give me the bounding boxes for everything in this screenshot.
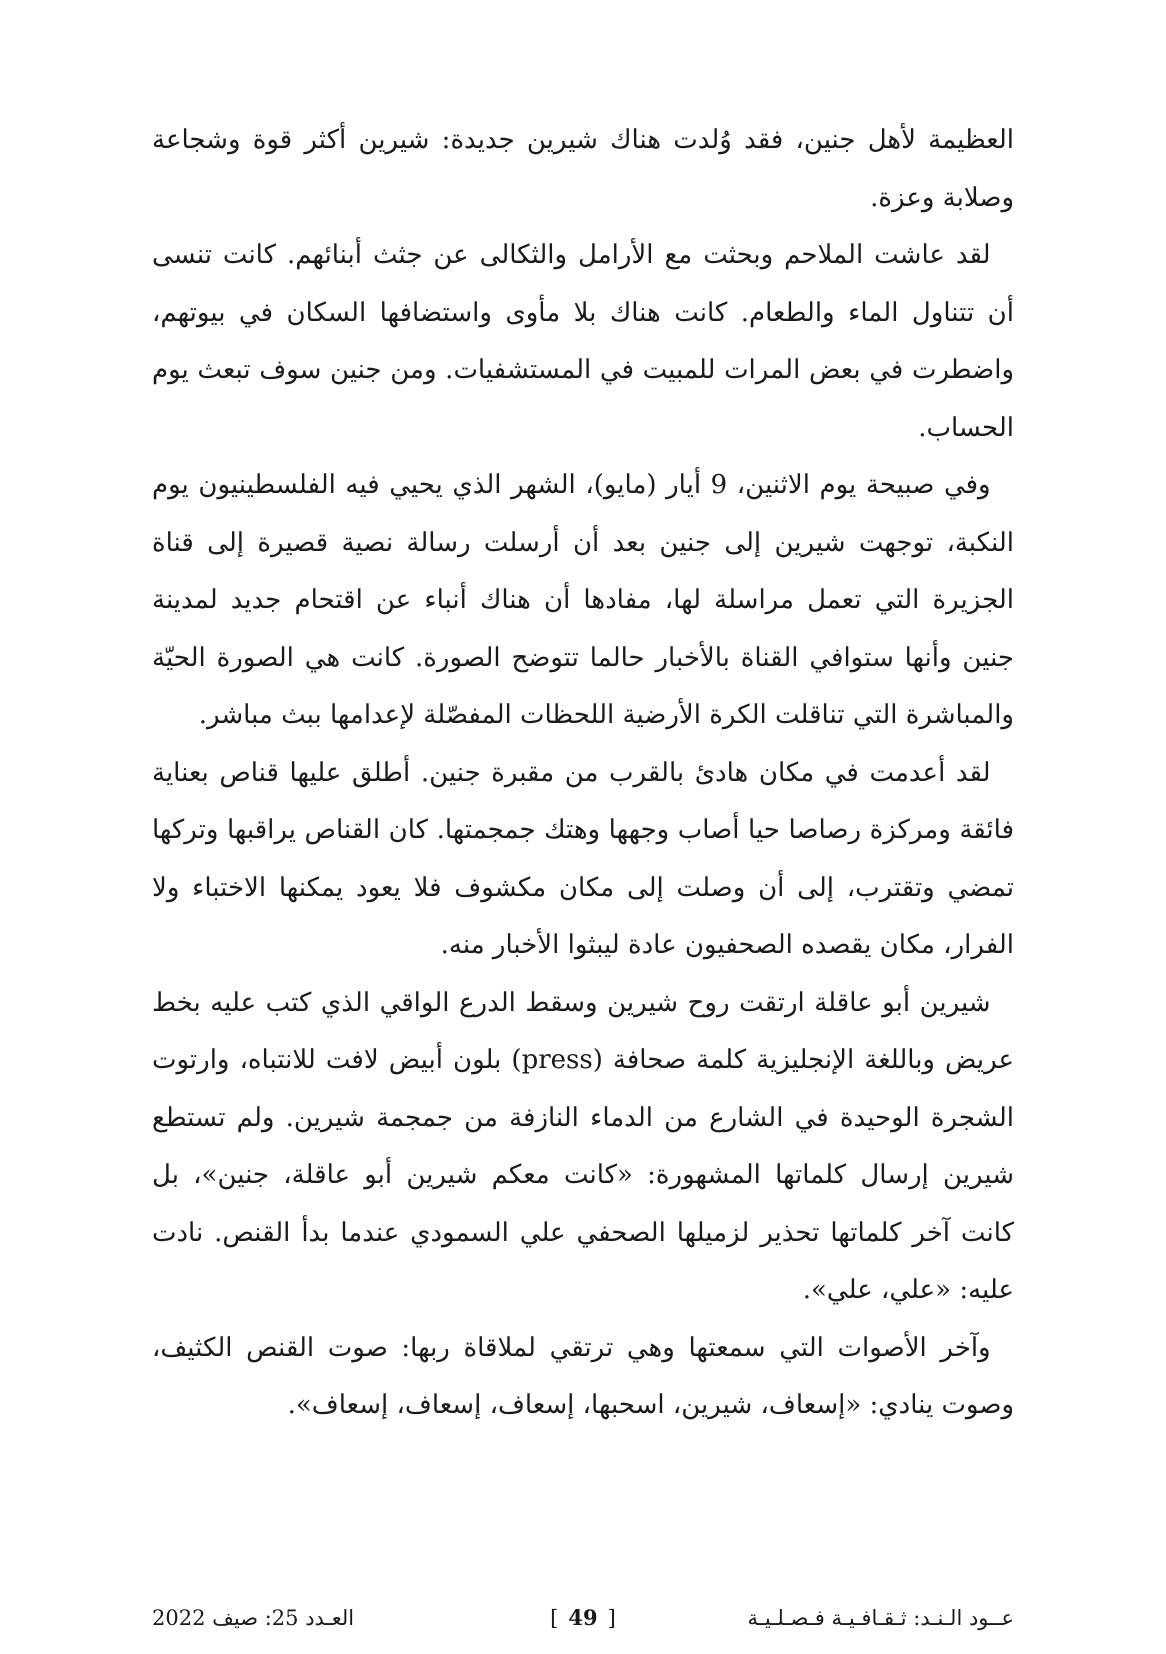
- issue-info: العـدد 25: صيف 2022: [152, 1606, 355, 1630]
- paragraph-6: وآخر الأصوات التي سمعتها وهي ترتقي لملاقاة ربها: صوت القنص الكثيف، وصوت ينادي: «إسعاف، شيرين، اسحبها، إسعاف، إسعاف، إسعاف».: [152, 1332, 1014, 1420]
- bracket-close: ]: [607, 1606, 616, 1630]
- journal-title: عــود الـنـد: ثـقـافـيـة فـصـلـيـة: [747, 1606, 1014, 1630]
- article-body: [152, 112, 1014, 1435]
- page-footer: [152, 1598, 1014, 1638]
- bracket-open: [: [550, 1606, 559, 1630]
- paragraph-3: وفي صبيحة يوم الاثنين، 9 أيار (مايو)، الشهر الذي يحيي فيه الفلسطينيون يوم النكبة، توجهت شيرين إلى جنين بعد أن أرسلت رسالة نصية قصيرة إلى قناة الجزيرة التي تعمل مراسلة لها، مفادها أن هناك أنباء عن اقتحام جديد لمدينة جنين وأنها ستوافي القناة بالأخبار حالما تتوضح الصورة. كانت هي الصورة الحيّة والمباشرة التي تناقلت الكرة الأرضية اللحظات المفصّلة لإعدامها ببث مباشر.: [152, 470, 1014, 730]
- paragraph-4: لقد أعدمت في مكان هادئ بالقرب من مقبرة جنين. أطلق عليها قناص بعناية فائقة ومركزة رصاصا حيا أصاب وجهها وهتك جمجمتها. كان القناص يراقبها وتركها تمضي وتقترب، إلى أن وصلت إلى مكان مكشوف فلا يعود يمكنها الاختباء ولا الفرار، مكان يقصده الصحفيون عادة ليبثوا الأخبار منه.: [152, 757, 1014, 960]
- page-number: 49: [568, 1605, 598, 1630]
- paragraph-2: لقد عاشت الملاحم وبحثت مع الأرامل والثكالى عن جثث أبنائهم. كانت تنسى أن تتناول الماء والطعام. كانت هناك بلا مأوى واستضافها السكان في بيوتهم، واضطرت في بعض المرات للمبيت في المستشفيات. ومن جنين سوف تبعث يوم الحساب.: [152, 240, 1014, 443]
- paragraph-1: العظيمة لأهل جنين، فقد وُلدت هناك شيرين جديدة: شيرين أكثر قوة وشجاعة وصلابة وعزة.: [152, 125, 1014, 213]
- paragraph-5: شيرين أبو عاقلة ارتقت روح شيرين وسقط الدرع الواقي الذي كتب عليه بخط عريض وباللغة الإنجليزية كلمة صحافة (press) بلون أبيض لافت للانتباه، وارتوت الشجرة الوحيدة في الشارع من الدماء النازفة من جمجمة شيرين. ولم تستطع شيرين إرسال كلماتها المشهورة: «كانت معكم شيرين أبو عاقلة، جنين»، بل كانت آخر كلماتها تحذير لزميلها الصحفي علي السمودي عندما بدأ القنص. نادت عليه: «علي، علي».: [152, 987, 1015, 1305]
